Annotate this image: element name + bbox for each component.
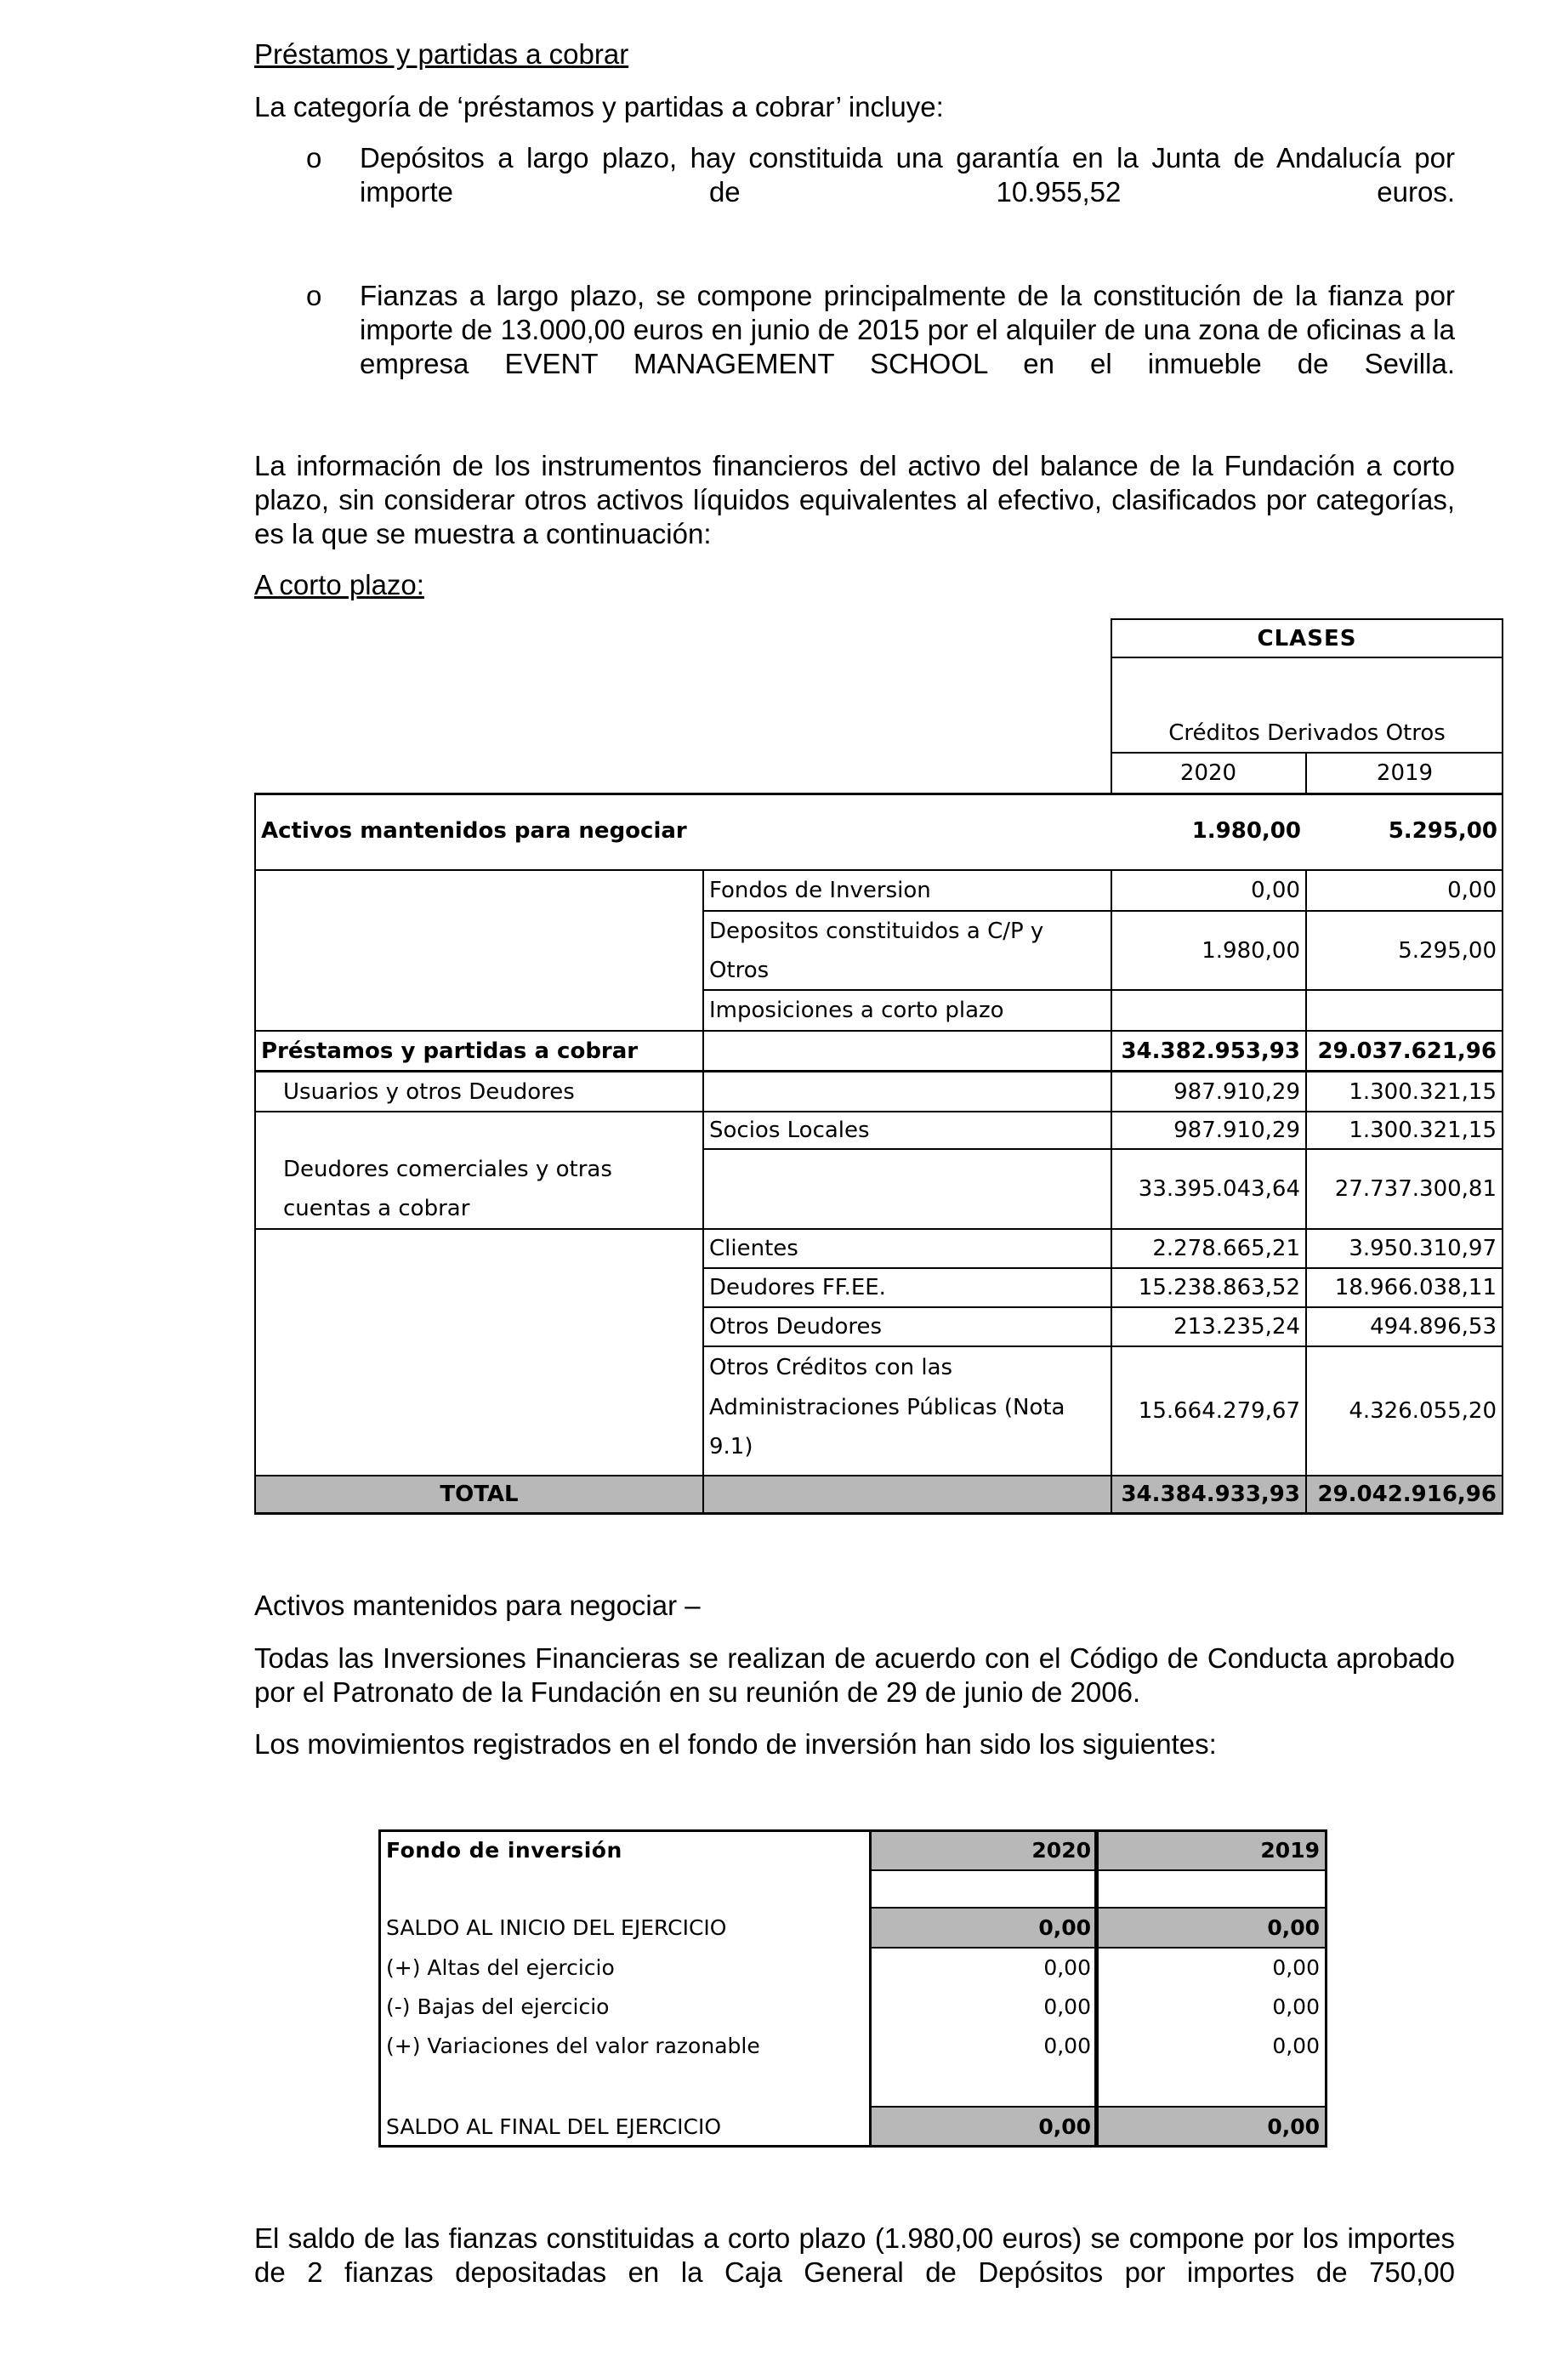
fondo-year-2019: 2019 <box>1260 1838 1320 1863</box>
fondo-final-label: SALDO AL FINAL DEL EJERCICIO <box>386 2114 721 2139</box>
codigo-conducta-paragraph: Todas las Inversiones Financieras se realizan de acuerdo con el Código de Conducta aprobado por el Patronato de la Fundación en su reunión de 29 de junio de 2006. <box>254 1642 1455 1708</box>
row-otros-creditos-2020: 15.664.279,67 <box>1138 1398 1300 1424</box>
row-depositos-label-cont: Otros <box>709 957 770 983</box>
row-otros-creditos-label-cont: Administraciones Públicas (Nota <box>709 1395 1065 1420</box>
fondo-row-2020: 0,00 <box>1043 1955 1091 1980</box>
fondo-row-label: (-) Bajas del ejercicio <box>386 1994 610 2019</box>
year-2019-header: 2019 <box>1376 760 1434 786</box>
bullet-item: Depósitos a largo plazo, hay constituida una garantía en la Junta de Andalucía por importe de 10.955,52 euros. <box>360 142 1455 208</box>
fondo-row-2020: 0,00 <box>1043 1994 1091 2019</box>
row-otros-deudores-label: Otros Deudores <box>709 1314 883 1340</box>
row-deudores-com-label-cont: cuentas a cobrar <box>283 1196 470 1221</box>
info-paragraph: La información de los instrumentos financieros del activo del balance de la Fundación a corto plazo, sin considerar otros activos líquidos equivalentes al efectivo, clasificados por categorías, es la que se muestra a continuación: <box>254 450 1455 549</box>
fondo-row-label: SALDO AL INICIO DEL EJERCICIO <box>386 1915 727 1940</box>
row-prestamos-2020: 34.382.953,93 <box>1121 1038 1300 1064</box>
row-usuarios-label: Usuarios y otros Deudores <box>283 1078 575 1105</box>
row-fondos-label: Fondos de Inversion <box>709 878 931 903</box>
row-prestamos-2019: 29.037.621,96 <box>1317 1038 1497 1064</box>
fondo-row-2019: 0,00 <box>1267 1915 1320 1940</box>
intro-text: La categoría de ‘préstamos y partidas a cobrar’ incluye: <box>254 91 944 122</box>
fondo-row-2019: 0,00 <box>1272 1994 1320 2019</box>
row-deudores-com-label: Deudores comerciales y otras <box>283 1157 612 1182</box>
section-heading-prestamos: Préstamos y partidas a cobrar <box>254 38 629 70</box>
fondo-title: Fondo de inversión <box>386 1838 622 1863</box>
row-clientes-label: Clientes <box>709 1236 798 1261</box>
fondo-final-2020: 0,00 <box>1038 2114 1091 2139</box>
row-deudores-ffee-label: Deudores FF.EE. <box>709 1275 886 1300</box>
row-deudores-ffee-2019: 18.966.038,11 <box>1334 1275 1497 1300</box>
row-clientes-2019: 3.950.310,97 <box>1349 1236 1497 1261</box>
subheading-corto-plazo: A corto plazo: <box>254 569 424 600</box>
clases-header: CLASES <box>1257 626 1357 651</box>
row-socios-2019: 1.300.321,15 <box>1349 1118 1497 1143</box>
row-activos-2019: 5.295,00 <box>1388 818 1497 844</box>
movimientos-text: Los movimientos registrados en el fondo de inversión han sido los siguientes: <box>254 1728 1217 1760</box>
fondo-year-2020: 2020 <box>1031 1838 1091 1863</box>
fondo-row-label: (+) Altas del ejercicio <box>386 1955 615 1980</box>
fondo-row-label: (+) Variaciones del valor razonable <box>386 2034 760 2058</box>
row-fondos-2019: 0,00 <box>1447 878 1497 903</box>
row-total-2020: 34.384.933,93 <box>1121 1482 1300 1507</box>
row-socios-label: Socios Locales <box>709 1118 870 1143</box>
fondo-row-2020: 0,00 <box>1043 2034 1091 2058</box>
row-prestamos-label: Préstamos y partidas a cobrar <box>261 1038 639 1064</box>
row-total-2019: 29.042.916,96 <box>1317 1482 1497 1507</box>
row-otros-deudores-2020: 213.235,24 <box>1173 1314 1300 1340</box>
row-usuarios-2019: 1.300.321,15 <box>1349 1078 1497 1105</box>
row-otros-deudores-2019: 494.896,53 <box>1370 1314 1497 1340</box>
row-depositos-label: Depositos constituidos a C/P y <box>709 919 1044 944</box>
row-clientes-2020: 2.278.665,21 <box>1152 1236 1300 1261</box>
row-otros-creditos-label-cont2: 9.1) <box>709 1434 753 1459</box>
row-otros-creditos-label: Otros Créditos con las <box>709 1355 953 1380</box>
section-heading-activos: Activos mantenidos para negociar – <box>254 1590 701 1621</box>
row-activos-2020: 1.980,00 <box>1191 818 1301 844</box>
row-usuarios-2020: 987.910,29 <box>1173 1078 1300 1105</box>
row-imposiciones-label: Imposiciones a corto plazo <box>709 998 1004 1023</box>
bullet-item: Fianzas a largo plazo, se compone principalmente de la constitución de la fianza por importe de 13.000,00 euros en junio de 2015 por el alquiler de una zona de oficinas a la empresa EVENT MANAGEMENT SCHOOL en el inmueble de Sevilla. <box>360 280 1455 379</box>
row-deudores-com-2020: 33.395.043,64 <box>1138 1176 1300 1202</box>
clases-subheader: Créditos Derivados Otros <box>1168 720 1446 746</box>
bullet-marker: o <box>306 142 322 174</box>
fondo-row-2019: 0,00 <box>1272 2034 1320 2058</box>
fondo-row-2020: 0,00 <box>1038 1915 1091 1940</box>
row-fondos-2020: 0,00 <box>1251 878 1300 903</box>
row-otros-creditos-2019: 4.326.055,20 <box>1349 1398 1497 1424</box>
row-total-label: TOTAL <box>440 1482 519 1507</box>
row-activos-label: Activos mantenidos para negociar <box>261 818 687 844</box>
row-socios-2020: 987.910,29 <box>1173 1118 1300 1143</box>
row-deudores-com-2019: 27.737.300,81 <box>1334 1176 1497 1202</box>
fondo-row-2019: 0,00 <box>1272 1955 1320 1980</box>
fondo-final-2019: 0,00 <box>1267 2114 1320 2139</box>
bullet-marker: o <box>306 280 322 311</box>
fianzas-paragraph: El saldo de las fianzas constituidas a corto plazo (1.980,00 euros) se compone por los importes de 2 fianzas depositadas en la Caja General de Depósitos por importes de 750,00 <box>254 2222 1455 2288</box>
row-depositos-2019: 5.295,00 <box>1398 937 1497 964</box>
row-deudores-ffee-2020: 15.238.863,52 <box>1138 1275 1300 1300</box>
year-2020-header: 2020 <box>1179 760 1237 786</box>
row-depositos-2020: 1.980,00 <box>1202 937 1300 964</box>
